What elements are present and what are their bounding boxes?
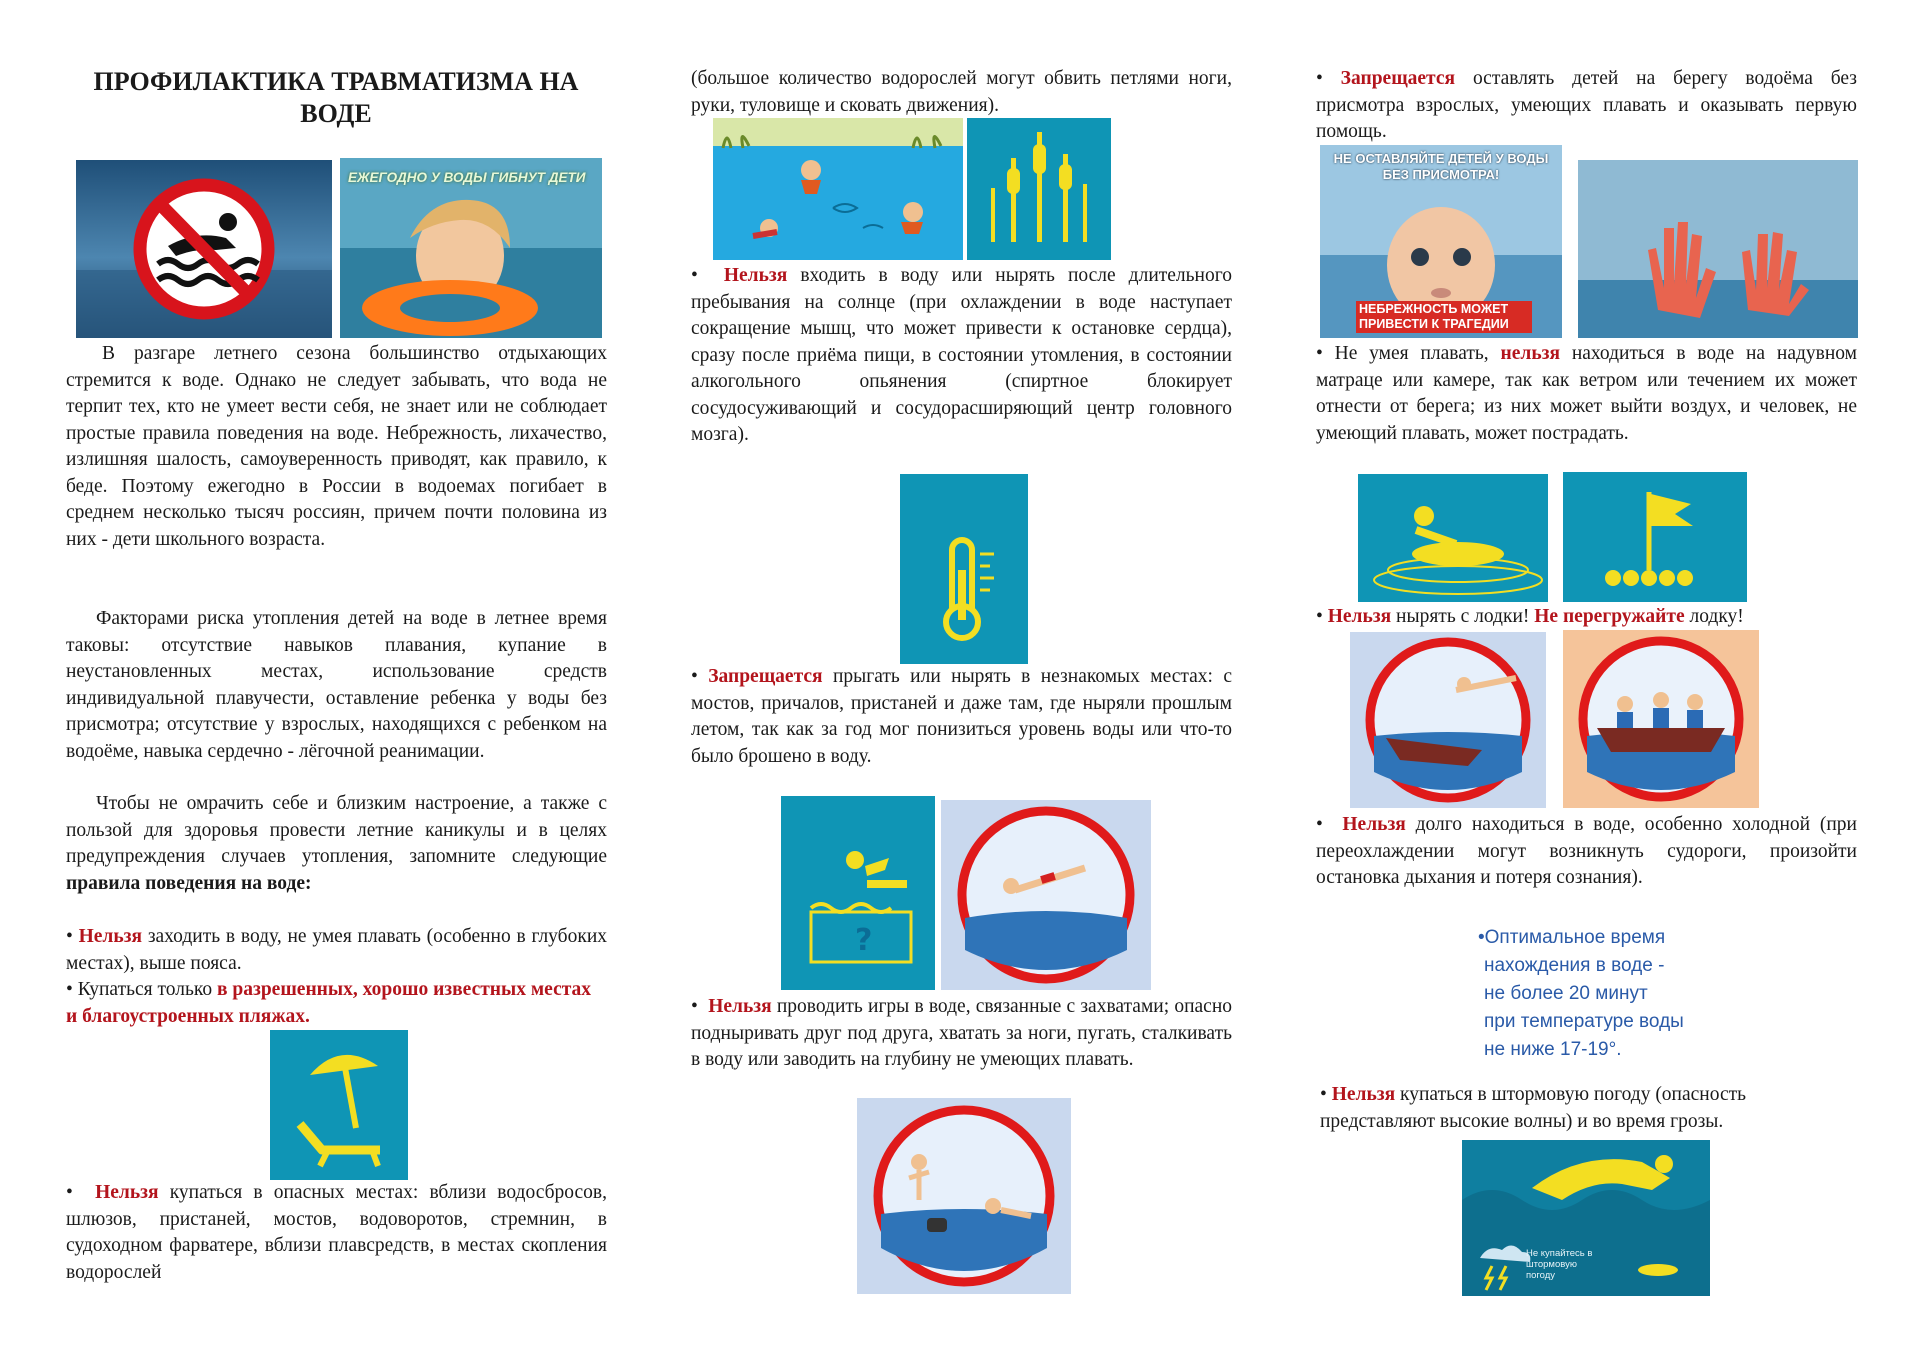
dive-unknown-depth-icon: [781, 796, 935, 990]
rule-bullet-11: • Нельзя купаться в штормовую погоду (опасность представляют высокие волны) и во время грозы.: [1320, 1084, 1747, 1132]
rule-bullet-6: • Нельзя проводить игры в воде, связанные с захватами; опасно подныривать друг под друга, хватать за ноги, пугать, сталкивать в воду или заводить на глубину не умеющих плавать.: [691, 996, 1233, 1070]
info-line: при температуре воды: [1484, 1011, 1684, 1032]
reeds-icon: [967, 118, 1111, 260]
rule-bullet-10: • Нельзя долго находиться в воде, особенно холодной (при переохлаждении могут возникнуть судороги, произойти остановка дыхания и потеря сознания).: [1316, 814, 1857, 888]
no-diving-from-boat-sign-image: [1350, 632, 1546, 808]
rule-bullet-2: • Купаться только в разрешенных, хорошо известных местах и благоустроенных пляжах.: [66, 979, 592, 1027]
rules-intro-paragraph: Чтобы не омрачить себе и близким настроение, а также с пользой для здоровья провести летние каникулы и в целях предупреждения случаев утопления, запомните следующие правила поведения на воде:: [66, 793, 607, 894]
inflatable-ring-icon: [1358, 474, 1548, 602]
optimal-time-info: [1478, 924, 1718, 1064]
rule-bullet-8: • Не умея плавать, нельзя находиться в воде на надувном матраце или камере, так как ветром или течением их может отнести от берега; из них может выйти воздух, и человек, не умеющий плавать, может пострадать.: [1316, 343, 1858, 444]
intro-paragraph: В разгаре летнего сезона большинство отдыхающих стремится к воде. Однако не следует забывать, что вода не терпит тех, кто не умеет вести себя, не знает или не соблюдает простые правила поведения на воде. Небрежность, лихачество, излишняя шалость, самоуверенность приводят, как правило, к беде. Поэтому ежегодно в России в водоемах погибает в среднем несколько тысяч россиян, причем почти половина из них - дети школьного возраста.: [66, 343, 607, 550]
thermometer-icon: [900, 474, 1028, 664]
info-line: нахождения в воде -: [1484, 955, 1665, 976]
image-banner-text: ЕЖЕГОДНО У ВОДЫ ГИБНУТ ДЕТИ: [348, 170, 586, 185]
rule-bullet-1: • Нельзя заходить в воду, не умея плавать (особенно в глубоких местах), выше пояса.: [66, 926, 608, 974]
warning-top-text: НЕ ОСТАВЛЯЙТЕ ДЕТЕЙ У ВОДЫ БЕЗ ПРИСМОТРА!: [1333, 151, 1549, 182]
overloaded-boat-sign-image: [1563, 630, 1759, 808]
flag-buoys-icon: [1563, 472, 1747, 602]
info-line: не более 20 минут: [1484, 983, 1648, 1004]
rule-bullet-3: • Нельзя купаться в опасных местах: вблизи водосбросов, шлюзов, пристаней, мостов, водоворотов, стремнин, в судоходном фарватере, вблизи плавсредств, в местах скопления водорослей: [66, 1182, 608, 1283]
algae-swimmers-image: [713, 118, 963, 260]
rule-bullet-4: • Нельзя входить в воду или нырять после длительного пребывания на солнце (при охлаждении в воде наступает сокращение мышц, что может привести к остановке сердца), сразу после приёма пищи, в состоянии утомления, в состоянии алкогольного опьянения (спиртное блокирует сосудосуживающий и сосудорасширяющий центр головного мозга).: [691, 265, 1232, 445]
risk-factors-paragraph: Факторами риска утопления детей на воде в летнее время таковы: отсутствие навыков плавания, купание в неустановленных местах, использование средств индивидуальной плавучести, оставление ребенка у воды без присмотра; отсутствие у взрослых, находящихся с ребенком на водоёме, навыка сердечно - лёгочной реанимации.: [66, 608, 607, 762]
warning-bottom-text: НЕБРЕЖНОСТЬ МОЖЕТ ПРИВЕСТИ К ТРАГЕДИИ: [1356, 301, 1532, 333]
info-line: •Оптимальное время: [1478, 927, 1666, 948]
child-in-swim-ring-image: [340, 158, 602, 338]
no-rough-games-sign-image: [857, 1098, 1071, 1294]
storm-caption: Не купайтесь в штормовую погоду: [1526, 1248, 1593, 1281]
info-line: не ниже 17-19°.: [1484, 1039, 1622, 1060]
svg-text:?: ?: [855, 923, 873, 958]
drowning-hands-image: [1578, 160, 1858, 338]
no-diving-sign-image: [941, 800, 1151, 990]
storm-swimming-icon: [1462, 1140, 1710, 1296]
rule-bullet-7: • Запрещается оставлять детей на берегу водоёма без присмотра взрослых, умеющих плавать и оказывать первую помощь.: [1316, 68, 1857, 142]
no-swimming-sign-image: [76, 160, 332, 338]
algae-continuation-paragraph: (большое количество водорослей могут обвить петлями ноги, руки, туловище и сковать движения).: [691, 68, 1232, 116]
no-swimming-icon: [76, 160, 332, 338]
baby-warning-image: [1320, 145, 1562, 338]
rule-bullet-9: • Нельзя нырять с лодки! Не перегружайте лодку!: [1316, 606, 1744, 627]
rule-bullet-5: • Запрещается прыгать или нырять в незнакомых местах: с мостов, причалов, пристаней и даже там, где ныряли прошлым летом, так как за год мог понизиться уровень воды или что-то было брошено в воду.: [691, 666, 1232, 767]
page-title: ПРОФИЛАКТИКА ТРАВМАТИЗМА НА ВОДЕ: [93, 67, 579, 128]
beach-sunbed-icon: [270, 1030, 408, 1180]
